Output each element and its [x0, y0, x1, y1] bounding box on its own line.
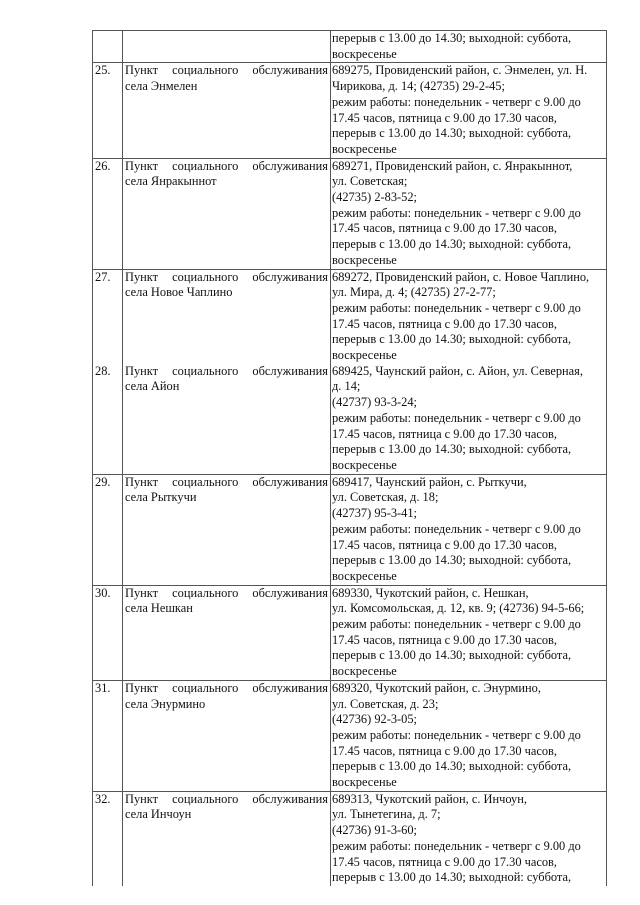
address-line: воскресенье [332, 457, 397, 472]
address-line: перерыв с 13.00 до 14.30; выходной: суббота, [332, 870, 572, 885]
address-line: (42737) 93-3-24; [332, 395, 417, 410]
service-point-name: Пункт социального обслуживания села Рыткучи [123, 474, 331, 585]
table-row-continued [93, 31, 607, 63]
service-point-address [331, 680, 607, 791]
row-number: 30. [93, 585, 123, 680]
address-line: 689320, Чукотский район, с. Энурмино, [332, 680, 541, 695]
address-line: д. 14; [332, 379, 361, 394]
row-number-cell [93, 31, 123, 63]
address-line: (42736) 91-3-60; [332, 823, 417, 838]
address-line: (42737) 95-3-41; [332, 506, 417, 521]
table-row [93, 364, 607, 474]
table-body [93, 31, 607, 886]
address-line: 17.45 часов, пятница с 9.00 до 17.30 часов, [332, 426, 558, 441]
address-line: ул. Комсомольская, д. 12, кв. 9; (42736) 94-5-66; [332, 601, 585, 616]
address-line: ул. Советская; [332, 174, 408, 189]
service-point-address [331, 791, 607, 886]
row-number: 31. [93, 680, 123, 791]
service-point-name: Пункт социального обслуживания села Инчоун [123, 791, 331, 886]
row-name-cell [123, 31, 331, 63]
address-line: Чирикова, д. 14; (42735) 29-2-45; [332, 79, 505, 94]
table-row [93, 474, 607, 585]
table-row [93, 585, 607, 680]
table-row [93, 158, 607, 269]
service-point-name: Пункт социального обслуживания села Энурмино [123, 680, 331, 791]
address-line: воскресенье [332, 568, 397, 583]
address-line: перерыв с 13.00 до 14.30; выходной: суббота, [332, 237, 572, 252]
address-line: режим работы: понедельник - четверг с 9.00 до [332, 727, 581, 742]
row-number: 26. [93, 158, 123, 269]
table-row [93, 680, 607, 791]
address-line: воскресенье [332, 141, 397, 156]
address-line: перерыв с 13.00 до 14.30; выходной: суббота, [332, 126, 572, 141]
address-line: 17.45 часов, пятница с 9.00 до 17.30 часов, [332, 316, 558, 331]
address-line: режим работы: понедельник - четверг с 9.00 до [332, 617, 581, 632]
social-service-points-table [92, 30, 607, 886]
service-point-address [331, 474, 607, 585]
address-line: 689425, Чаунский район, с. Айон, ул. Северная, [332, 363, 583, 378]
service-point-address [331, 364, 607, 474]
address-line: воскресенье [332, 252, 397, 267]
address-line: 689272, Провиденский район, с. Новое Чаплино, [332, 269, 590, 284]
address-line: режим работы: понедельник - четверг с 9.00 до [332, 205, 581, 220]
row-number: 25. [93, 63, 123, 158]
service-point-name: Пункт социального обслуживания села Энмелен [123, 63, 331, 158]
address-line: перерыв с 13.00 до 14.30; выходной: суббота, [332, 759, 572, 774]
address-line: перерыв с 13.00 до 14.30; выходной: суббота, [332, 648, 572, 663]
address-line: ул. Мира, д. 4; (42735) 27-2-77; [332, 285, 496, 300]
address-line: 689330, Чукотский район, с. Нешкан, [332, 585, 529, 600]
address-line: 689271, Провиденский район, с. Янракыннот, [332, 158, 573, 173]
service-point-name: Пункт социального обслуживания села Нешкан [123, 585, 331, 680]
address-line: 17.45 часов, пятница с 9.00 до 17.30 часов, [332, 537, 558, 552]
row-number: 27. [93, 269, 123, 364]
address-line: ул. Советская, д. 18; [332, 490, 439, 505]
address-line: воскресенье [332, 348, 397, 363]
address-line: 689313, Чукотский район, с. Инчоун, [332, 791, 527, 806]
address-line: 17.45 часов, пятница с 9.00 до 17.30 часов, [332, 854, 558, 869]
address-line: перерыв с 13.00 до 14.30; выходной: суббота, [332, 553, 572, 568]
service-point-address [331, 63, 607, 158]
address-line: режим работы: понедельник - четверг с 9.00 до [332, 521, 581, 536]
address-line: режим работы: понедельник - четверг с 9.00 до [332, 410, 581, 425]
address-line: 17.45 часов, пятница с 9.00 до 17.30 часов, [332, 110, 558, 125]
address-line: перерыв с 13.00 до 14.30; выходной: суббота, [332, 31, 572, 45]
address-line: режим работы: понедельник - четверг с 9.00 до [332, 300, 581, 315]
address-line: ул. Тынетегина, д. 7; [332, 807, 441, 822]
row-address-cell [331, 31, 607, 63]
address-line: (42736) 92-3-05; [332, 712, 417, 727]
service-point-name: Пункт социального обслуживания села Новое Чаплино [123, 269, 331, 364]
service-point-address [331, 158, 607, 269]
service-point-address [331, 585, 607, 680]
address-line: режим работы: понедельник - четверг с 9.00 до [332, 94, 581, 109]
address-line: 17.45 часов, пятница с 9.00 до 17.30 часов, [332, 221, 558, 236]
address-line: режим работы: понедельник - четверг с 9.00 до [332, 838, 581, 853]
address-line: ул. Советская, д. 23; [332, 696, 439, 711]
address-line: воскресенье [332, 664, 397, 679]
address-line: (42735) 2-83-52; [332, 190, 417, 205]
address-line: 17.45 часов, пятница с 9.00 до 17.30 часов, [332, 632, 558, 647]
address-line: 689417, Чаунский район, с. Рыткучи, [332, 474, 527, 489]
table-row [93, 791, 607, 886]
table-row [93, 63, 607, 158]
address-line: воскресенье [332, 775, 397, 790]
address-line: перерыв с 13.00 до 14.30; выходной: суббота, [332, 442, 572, 457]
row-number: 29. [93, 474, 123, 585]
row-number: 32. [93, 791, 123, 886]
service-point-name: Пункт социального обслуживания села Айон [123, 364, 331, 474]
service-point-address [331, 269, 607, 364]
address-line: 689275, Провиденский район, с. Энмелен, ул. Н. [332, 63, 588, 78]
row-number: 28. [93, 364, 123, 474]
service-point-name: Пункт социального обслуживания села Янракыннот [123, 158, 331, 269]
address-line: воскресенье [332, 46, 397, 61]
address-line: перерыв с 13.00 до 14.30; выходной: суббота, [332, 332, 572, 347]
address-line: 17.45 часов, пятница с 9.00 до 17.30 часов, [332, 743, 558, 758]
table-row [93, 269, 607, 364]
